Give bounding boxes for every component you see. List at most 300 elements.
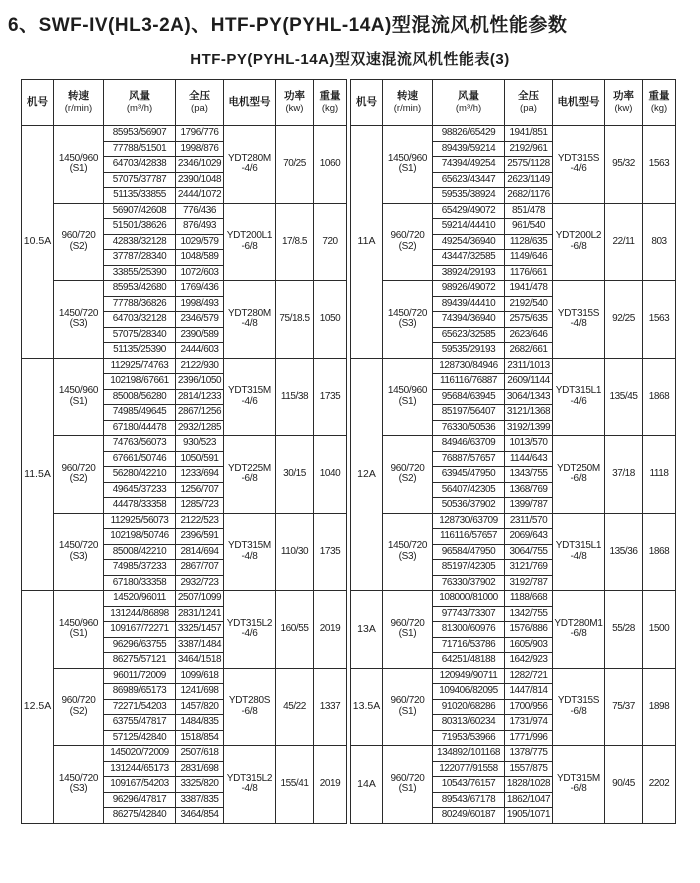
- pressure-value-cell: 1188/668: [505, 591, 553, 607]
- motor-model-line2: -4/6: [570, 163, 587, 175]
- motor-model-line2: -4/6: [570, 395, 587, 407]
- col-header-label: 转速: [68, 89, 89, 102]
- pressure-value-cell: 2867/1256: [176, 405, 224, 421]
- speed-value: 960/720: [390, 230, 425, 242]
- speed-cell: [54, 281, 104, 359]
- motor-model-line2: -6/8: [241, 473, 258, 485]
- flow-value-cell: 96296/47817: [104, 792, 176, 808]
- col-header-unit: (kg): [321, 103, 339, 115]
- pressure-value-cell: 2192/540: [505, 296, 553, 312]
- speed-cell: [383, 203, 433, 281]
- flow-value-cell: 49254/36940: [433, 234, 505, 250]
- pressure-value-cell: 2346/579: [176, 312, 224, 328]
- col-header-label: 全压: [189, 89, 210, 102]
- pressure-value-cell: 1518/854: [176, 730, 224, 746]
- speed-mode: (S3): [69, 318, 88, 330]
- motor-model-line2: -6/8: [570, 783, 587, 795]
- flow-value-cell: 74985/37233: [104, 560, 176, 576]
- speed-cell: [54, 436, 104, 514]
- flow-value-cell: 76330/37902: [433, 575, 505, 591]
- flow-value-cell: 85008/56280: [104, 389, 176, 405]
- pressure-value-cell: 2311/1013: [505, 358, 553, 374]
- speed-value: 1450/960: [58, 385, 99, 397]
- flow-value-cell: 85197/56407: [433, 405, 505, 421]
- table-subtitle: HTF-PY(PYHL-14A)型双速混流风机性能表(3): [190, 51, 510, 68]
- speed-value: 960/720: [61, 462, 96, 474]
- flow-value-cell: 42838/32128: [104, 234, 176, 250]
- col-header-label: 电机型号: [228, 95, 271, 108]
- pressure-value-cell: 2575/1128: [505, 157, 553, 173]
- document-page: [0, 10, 700, 883]
- table-row: [351, 358, 676, 374]
- col-header-2: [104, 80, 176, 126]
- speed-cell: [54, 203, 104, 281]
- speed-mode: (S1): [69, 395, 88, 407]
- pressure-value-cell: 2311/570: [505, 513, 553, 529]
- col-header-5: [276, 80, 314, 126]
- flow-value-cell: 59535/38924: [433, 188, 505, 204]
- flow-value-cell: 44478/33358: [104, 498, 176, 514]
- power-cell: 55/28: [605, 591, 643, 669]
- flow-value-cell: 112925/74763: [104, 358, 176, 374]
- weight-cell: 803: [643, 203, 676, 281]
- pressure-value-cell: 1769/436: [176, 281, 224, 297]
- flow-value-cell: 89439/44410: [433, 296, 505, 312]
- pressure-value-cell: 3325/820: [176, 777, 224, 793]
- pressure-value-cell: 1731/974: [505, 715, 553, 731]
- speed-value: 960/720: [61, 695, 96, 707]
- speed-mode: (S3): [398, 318, 417, 330]
- flow-value-cell: 76330/50536: [433, 420, 505, 436]
- motor-model-line1: YDT315L2: [226, 617, 273, 629]
- pressure-value-cell: 2932/723: [176, 575, 224, 591]
- col-header-label: 重量: [648, 89, 670, 102]
- machine-number-cell: 14A: [351, 746, 383, 824]
- pressure-value-cell: 1149/646: [505, 250, 553, 266]
- motor-model-cell: [553, 591, 605, 669]
- flow-value-cell: 57075/37787: [104, 172, 176, 188]
- motor-model-cell: [224, 358, 276, 436]
- flow-value-cell: 116116/57657: [433, 529, 505, 545]
- speed-mode: (S2): [398, 240, 417, 252]
- table-row: [22, 746, 347, 762]
- flow-value-cell: 98826/65429: [433, 126, 505, 142]
- flow-value-cell: 134892/101168: [433, 746, 505, 762]
- flow-value-cell: 74763/56073: [104, 436, 176, 452]
- power-cell: 135/45: [605, 358, 643, 436]
- flow-value-cell: 37787/28340: [104, 250, 176, 266]
- motor-model-line1: YDT315L1: [555, 385, 602, 397]
- pressure-value-cell: 2867/707: [176, 560, 224, 576]
- speed-mode: (S2): [398, 473, 417, 485]
- power-cell: 95/32: [605, 126, 643, 204]
- speed-value: 1450/720: [387, 307, 428, 319]
- flow-value-cell: 86275/57121: [104, 653, 176, 669]
- flow-value-cell: 74985/49645: [104, 405, 176, 421]
- speed-cell: [383, 591, 433, 669]
- motor-model-line2: -4/8: [570, 550, 587, 562]
- motor-model-line1: YDT225M: [228, 462, 271, 474]
- flow-value-cell: 89439/59214: [433, 141, 505, 157]
- pressure-value-cell: 2192/961: [505, 141, 553, 157]
- motor-model-line2: -4/6: [241, 628, 258, 640]
- col-header-unit: (kg): [650, 103, 668, 115]
- machine-number-cell: 11.5A: [22, 358, 54, 591]
- motor-model-line1: YDT200L1: [226, 230, 273, 242]
- pressure-value-cell: 2932/1285: [176, 420, 224, 436]
- pressure-value-cell: 2609/1144: [505, 374, 553, 390]
- flow-value-cell: 51135/33855: [104, 188, 176, 204]
- motor-model-line2: -6/8: [570, 628, 587, 640]
- flow-value-cell: 122077/91558: [433, 761, 505, 777]
- weight-cell: 1868: [643, 513, 676, 591]
- motor-model-cell: [553, 513, 605, 591]
- col-header-unit: (kw): [285, 103, 304, 115]
- pressure-value-cell: 3325/1457: [176, 622, 224, 638]
- pressure-value-cell: 2390/1048: [176, 172, 224, 188]
- motor-model-line1: YDT315S: [557, 152, 600, 164]
- speed-cell: [383, 281, 433, 359]
- speed-mode: (S1): [398, 628, 417, 640]
- power-cell: 115/38: [276, 358, 314, 436]
- flow-value-cell: 116116/76887: [433, 374, 505, 390]
- pressure-value-cell: 1029/579: [176, 234, 224, 250]
- flow-value-cell: 89543/67178: [433, 792, 505, 808]
- pressure-value-cell: 1941/851: [505, 126, 553, 142]
- table-row: [22, 591, 347, 607]
- pressure-value-cell: 2831/698: [176, 761, 224, 777]
- speed-mode: (S1): [69, 163, 88, 175]
- power-cell: 30/15: [276, 436, 314, 514]
- flow-value-cell: 96296/63755: [104, 637, 176, 653]
- flow-value-cell: 131244/86898: [104, 606, 176, 622]
- pressure-value-cell: 2623/646: [505, 327, 553, 343]
- motor-model-cell: [553, 668, 605, 746]
- flow-value-cell: 96584/47950: [433, 544, 505, 560]
- speed-value: 960/720: [390, 462, 425, 474]
- speed-cell: [383, 126, 433, 204]
- pressure-value-cell: 1605/903: [505, 637, 553, 653]
- flow-value-cell: 59214/44410: [433, 219, 505, 235]
- power-cell: 92/25: [605, 281, 643, 359]
- col-header-6: [314, 80, 347, 126]
- motor-model-line2: -4/8: [241, 783, 258, 795]
- flow-value-cell: 85197/42305: [433, 560, 505, 576]
- speed-cell: [54, 513, 104, 591]
- speed-value: 1450/720: [58, 540, 99, 552]
- speed-value: 960/720: [390, 617, 425, 629]
- flow-value-cell: 85953/56907: [104, 126, 176, 142]
- pressure-value-cell: 2507/618: [176, 746, 224, 762]
- motor-model-line1: YDT200L2: [555, 230, 602, 242]
- weight-cell: 1500: [643, 591, 676, 669]
- pressure-value-cell: 3464/1518: [176, 653, 224, 669]
- motor-model-cell: [224, 746, 276, 824]
- flow-value-cell: 67180/44478: [104, 420, 176, 436]
- motor-model-cell: [224, 436, 276, 514]
- pressure-value-cell: 851/478: [505, 203, 553, 219]
- table-row: [22, 358, 347, 374]
- flow-value-cell: 50536/37902: [433, 498, 505, 514]
- power-cell: 45/22: [276, 668, 314, 746]
- table-row: [22, 668, 347, 684]
- motor-model-line2: -4/8: [570, 318, 587, 330]
- col-header-unit: (kw): [614, 103, 633, 115]
- pressure-value-cell: 2396/591: [176, 529, 224, 545]
- motor-model-cell: [224, 513, 276, 591]
- motor-model-line1: YDT315S: [557, 695, 600, 707]
- pressure-value-cell: 1905/1071: [505, 808, 553, 824]
- power-cell: 70/25: [276, 126, 314, 204]
- flow-value-cell: 67661/50746: [104, 451, 176, 467]
- table-row: [351, 436, 676, 452]
- speed-value: 960/720: [390, 772, 425, 784]
- motor-model-line1: YDT280M: [228, 307, 271, 319]
- machine-number-cell: 10.5A: [22, 126, 54, 359]
- power-cell: 135/36: [605, 513, 643, 591]
- flow-value-cell: 71716/53786: [433, 637, 505, 653]
- speed-mode: (S2): [69, 705, 88, 717]
- flow-value-cell: 81300/60976: [433, 622, 505, 638]
- pressure-value-cell: 2814/694: [176, 544, 224, 560]
- speed-mode: (S2): [69, 473, 88, 485]
- col-header-unit: (m³/h): [126, 103, 153, 115]
- flow-value-cell: 64703/32128: [104, 312, 176, 328]
- flow-value-cell: 80313/60234: [433, 715, 505, 731]
- pressure-value-cell: 1771/996: [505, 730, 553, 746]
- pressure-value-cell: 876/493: [176, 219, 224, 235]
- pressure-value-cell: 1998/493: [176, 296, 224, 312]
- pressure-value-cell: 1050/591: [176, 451, 224, 467]
- pressure-value-cell: 1796/776: [176, 126, 224, 142]
- speed-cell: [54, 358, 104, 436]
- pressure-value-cell: 3192/1399: [505, 420, 553, 436]
- col-header-4: [224, 80, 276, 126]
- power-cell: 22/11: [605, 203, 643, 281]
- pressure-value-cell: 1484/835: [176, 715, 224, 731]
- speed-cell: [54, 668, 104, 746]
- pressure-value-cell: 2444/603: [176, 343, 224, 359]
- pressure-value-cell: 2623/1149: [505, 172, 553, 188]
- speed-cell: [54, 126, 104, 204]
- speed-mode: (S3): [69, 550, 88, 562]
- table-row: [22, 281, 347, 297]
- flow-value-cell: 72271/54203: [104, 699, 176, 715]
- motor-model-line2: -6/8: [570, 240, 587, 252]
- weight-cell: 2202: [643, 746, 676, 824]
- motor-model-line2: -4/8: [241, 318, 258, 330]
- power-cell: 155/41: [276, 746, 314, 824]
- pressure-value-cell: 2682/661: [505, 343, 553, 359]
- pressure-value-cell: 2122/930: [176, 358, 224, 374]
- motor-model-line1: YDT315M: [228, 385, 271, 397]
- col-header-label: 重量: [319, 89, 341, 102]
- col-header-label: 风量: [458, 89, 479, 102]
- motor-model-cell: [224, 281, 276, 359]
- pressure-value-cell: 2396/1050: [176, 374, 224, 390]
- weight-cell: 1040: [314, 436, 347, 514]
- motor-model-cell: [224, 203, 276, 281]
- pressure-value-cell: 1048/589: [176, 250, 224, 266]
- motor-model-line2: -4/6: [241, 395, 258, 407]
- flow-value-cell: 33855/25390: [104, 265, 176, 281]
- page-title: 6、SWF-IV(HL3-2A)、HTF-PY(PYHL-14A)型混流风机性能参数: [8, 15, 568, 36]
- pressure-value-cell: 1447/814: [505, 684, 553, 700]
- weight-cell: 1563: [643, 281, 676, 359]
- col-header-6: [643, 80, 676, 126]
- weight-cell: 1868: [643, 358, 676, 436]
- motor-model-line1: YDT250M: [557, 462, 600, 474]
- speed-mode: (S1): [398, 163, 417, 175]
- flow-value-cell: 51501/38626: [104, 219, 176, 235]
- col-header-1: [383, 80, 433, 126]
- performance-table-left: [21, 79, 347, 824]
- flow-value-cell: 77788/51501: [104, 141, 176, 157]
- motor-model-cell: [553, 436, 605, 514]
- col-header-3: [176, 80, 224, 126]
- flow-value-cell: 65429/49072: [433, 203, 505, 219]
- speed-value: 1450/720: [387, 540, 428, 552]
- pressure-value-cell: 2122/523: [176, 513, 224, 529]
- col-header-1: [54, 80, 104, 126]
- pressure-value-cell: 2682/1176: [505, 188, 553, 204]
- flow-value-cell: 49645/37233: [104, 482, 176, 498]
- col-header-5: [605, 80, 643, 126]
- col-header-unit: (r/min): [393, 103, 422, 115]
- pressure-value-cell: 3387/835: [176, 792, 224, 808]
- col-header-unit: (m³/h): [455, 103, 482, 115]
- flow-value-cell: 10543/76157: [433, 777, 505, 793]
- col-header-3: [505, 80, 553, 126]
- performance-tables: [21, 79, 700, 824]
- table-row: [351, 126, 676, 142]
- speed-value: 960/720: [61, 230, 96, 242]
- machine-number-cell: 13A: [351, 591, 383, 669]
- flow-value-cell: 80249/60187: [433, 808, 505, 824]
- speed-mode: (S1): [398, 783, 417, 795]
- flow-value-cell: 56407/42305: [433, 482, 505, 498]
- machine-number-cell: 12A: [351, 358, 383, 591]
- col-header-unit: (r/min): [64, 103, 93, 115]
- table-row: [351, 513, 676, 529]
- speed-cell: [383, 746, 433, 824]
- pressure-value-cell: 1285/723: [176, 498, 224, 514]
- machine-number-cell: 13.5A: [351, 668, 383, 746]
- flow-value-cell: 97743/73307: [433, 606, 505, 622]
- motor-model-line1: YDT315L2: [226, 772, 273, 784]
- motor-model-line2: -6/8: [241, 705, 258, 717]
- table-row: [351, 281, 676, 297]
- flow-value-cell: 59535/29193: [433, 343, 505, 359]
- speed-mode: (S1): [398, 705, 417, 717]
- pressure-value-cell: 1700/956: [505, 699, 553, 715]
- pressure-value-cell: 2444/1072: [176, 188, 224, 204]
- pressure-value-cell: 2575/635: [505, 312, 553, 328]
- flow-value-cell: 56907/42608: [104, 203, 176, 219]
- pressure-value-cell: 1128/635: [505, 234, 553, 250]
- motor-model-line2: -6/8: [570, 473, 587, 485]
- pressure-value-cell: 2069/643: [505, 529, 553, 545]
- pressure-value-cell: 1862/1047: [505, 792, 553, 808]
- flow-value-cell: 14520/96011: [104, 591, 176, 607]
- weight-cell: 1563: [643, 126, 676, 204]
- pressure-value-cell: 1642/923: [505, 653, 553, 669]
- weight-cell: 1337: [314, 668, 347, 746]
- motor-model-line2: -4/8: [241, 550, 258, 562]
- weight-cell: 1735: [314, 513, 347, 591]
- col-header-label: 机号: [356, 95, 377, 108]
- machine-number-cell: 12.5A: [22, 591, 54, 824]
- table-row: [22, 436, 347, 452]
- flow-value-cell: 128730/63709: [433, 513, 505, 529]
- flow-value-cell: 109167/72271: [104, 622, 176, 638]
- pressure-value-cell: 1072/603: [176, 265, 224, 281]
- machine-number-cell: 11A: [351, 126, 383, 359]
- speed-value: 1450/720: [58, 307, 99, 319]
- power-cell: 75/18.5: [276, 281, 314, 359]
- pressure-value-cell: 2507/1099: [176, 591, 224, 607]
- col-header-label: 风量: [129, 89, 150, 102]
- speed-mode: (S3): [398, 550, 417, 562]
- power-cell: 75/37: [605, 668, 643, 746]
- table-row: [22, 126, 347, 142]
- pressure-value-cell: 1099/618: [176, 668, 224, 684]
- pressure-value-cell: 1282/721: [505, 668, 553, 684]
- speed-value: 1450/960: [58, 152, 99, 164]
- pressure-value-cell: 1998/876: [176, 141, 224, 157]
- pressure-value-cell: 1378/775: [505, 746, 553, 762]
- pressure-value-cell: 776/436: [176, 203, 224, 219]
- pressure-value-cell: 3064/755: [505, 544, 553, 560]
- pressure-value-cell: 1941/478: [505, 281, 553, 297]
- pressure-value-cell: 1457/820: [176, 699, 224, 715]
- flow-value-cell: 74394/36940: [433, 312, 505, 328]
- flow-value-cell: 102198/67661: [104, 374, 176, 390]
- pressure-value-cell: 1256/707: [176, 482, 224, 498]
- flow-value-cell: 38924/29193: [433, 265, 505, 281]
- speed-mode: (S2): [69, 240, 88, 252]
- pressure-value-cell: 3121/769: [505, 560, 553, 576]
- speed-value: 1450/960: [387, 385, 428, 397]
- speed-value: 960/720: [390, 695, 425, 707]
- flow-value-cell: 86275/42840: [104, 808, 176, 824]
- motor-model-line1: YDT315S: [557, 307, 600, 319]
- pressure-value-cell: 930/523: [176, 436, 224, 452]
- pressure-value-cell: 1233/694: [176, 467, 224, 483]
- table-row: [351, 591, 676, 607]
- pressure-value-cell: 3387/1484: [176, 637, 224, 653]
- pressure-value-cell: 1176/661: [505, 265, 553, 281]
- weight-cell: 1060: [314, 126, 347, 204]
- pressure-value-cell: 1343/755: [505, 467, 553, 483]
- flow-value-cell: 74394/49254: [433, 157, 505, 173]
- flow-value-cell: 67180/33358: [104, 575, 176, 591]
- motor-model-cell: [553, 358, 605, 436]
- flow-value-cell: 64703/42838: [104, 157, 176, 173]
- col-header-4: [553, 80, 605, 126]
- pressure-value-cell: 1399/787: [505, 498, 553, 514]
- table-row: [22, 203, 347, 219]
- speed-value: 1450/960: [387, 152, 428, 164]
- pressure-value-cell: 3121/1368: [505, 405, 553, 421]
- flow-value-cell: 43447/32585: [433, 250, 505, 266]
- speed-cell: [383, 513, 433, 591]
- weight-cell: 1050: [314, 281, 347, 359]
- speed-mode: (S1): [69, 628, 88, 640]
- pressure-value-cell: 961/540: [505, 219, 553, 235]
- speed-cell: [54, 591, 104, 669]
- col-header-unit: (pa): [520, 103, 537, 115]
